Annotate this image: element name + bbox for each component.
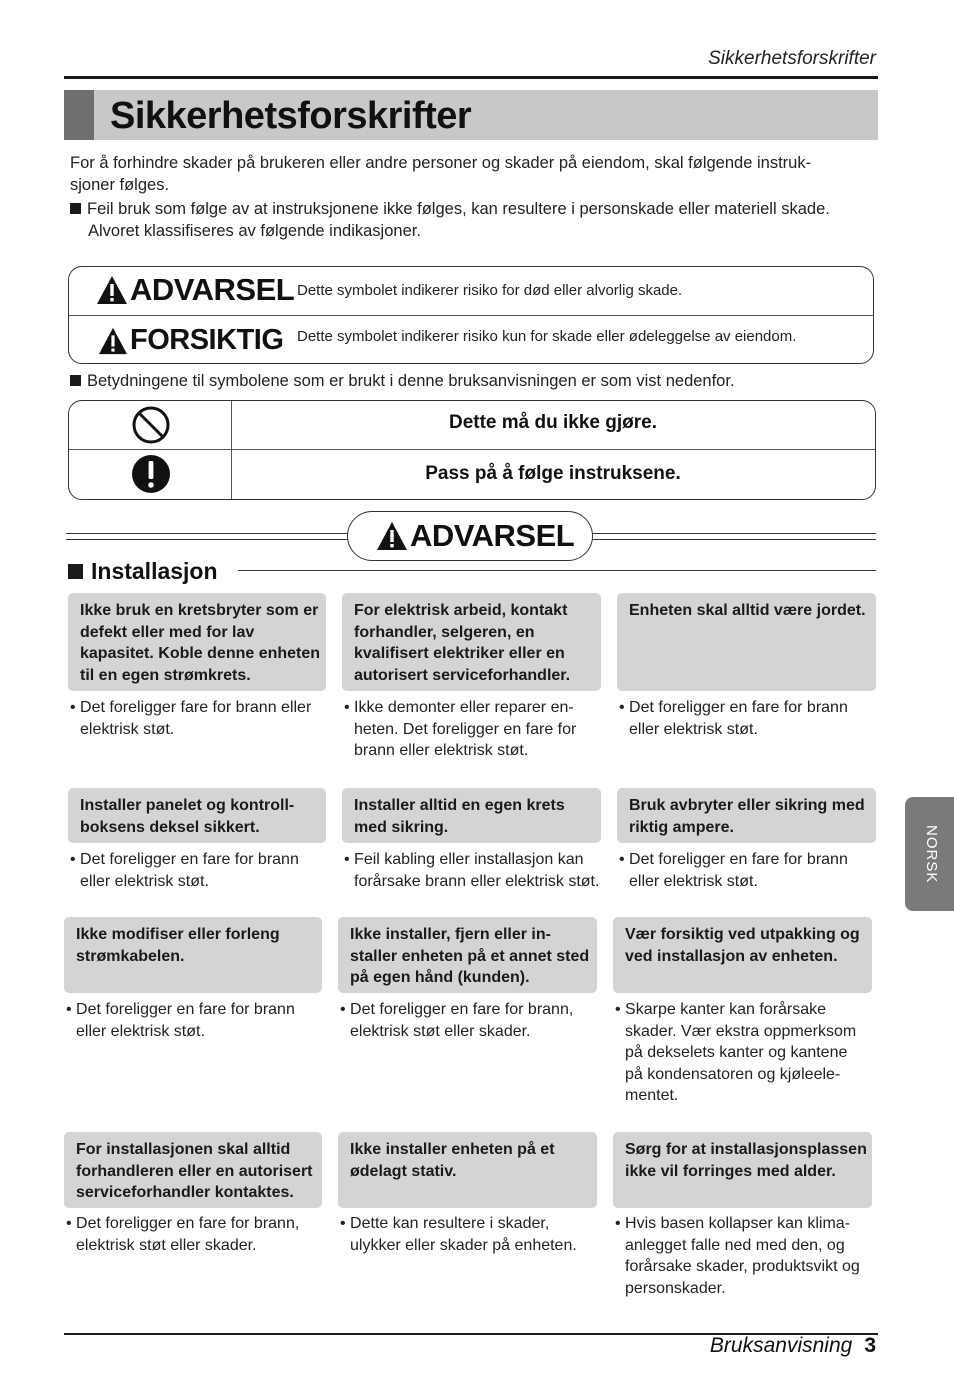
- bullet-line: på kondensatoren og kjøleele-: [625, 1065, 841, 1083]
- bullet-line: • Det foreligger en fare for brann,: [340, 1001, 574, 1018]
- warning-card-heading: [613, 1132, 872, 1208]
- warning-card-bullet: [70, 849, 330, 892]
- warning-card-bullet: [66, 999, 326, 1042]
- bullet-line: • Feil kabling eller installasjon kan: [344, 851, 584, 868]
- bullet-line: • Ikke demonter eller reparer en-: [344, 699, 574, 716]
- card-heading-line: kapasitet. Koble denne enheten: [80, 645, 321, 663]
- bullet-line: • Hvis basen kollapser kan klima-: [615, 1215, 851, 1232]
- card-heading-line: For installasjonen skal alltid: [76, 1141, 291, 1158]
- page-title: Sikkerhetsforskrifter: [110, 95, 472, 137]
- bullet-line: personskader.: [625, 1279, 726, 1297]
- warning-banner-label: ADVARSEL: [410, 518, 575, 553]
- card-heading-line: For elektrisk arbeid, kontakt: [354, 602, 568, 619]
- language-tab-label: NORSK: [923, 824, 940, 884]
- footer-label: Bruksanvisning: [709, 1334, 853, 1357]
- bullet-line: eller elektrisk støt.: [76, 1022, 205, 1040]
- banner-rule-left-bottom: [66, 539, 348, 540]
- symbols-note: [70, 370, 870, 392]
- advarsel-label: ADVARSEL: [130, 272, 295, 307]
- bullet-line: på dekselets kanter og kantene: [625, 1044, 848, 1062]
- exclamation-icon: [131, 454, 171, 494]
- warning-card-heading: [617, 788, 876, 843]
- language-side-tab: [905, 797, 954, 911]
- bullet-line: eller elektrisk støt.: [80, 872, 209, 890]
- card-heading-line: forhandleren eller en autorisert: [76, 1162, 313, 1180]
- card-heading-line: forhandler, selgeren, en: [354, 623, 535, 641]
- bullet-line: eller elektrisk støt.: [629, 872, 758, 890]
- warning-card-bullet: [340, 999, 601, 1042]
- card-heading-line: Ikke installer, fjern eller in-: [350, 926, 551, 943]
- warning-card-heading: [342, 788, 601, 843]
- warning-triangle-icon: [96, 275, 128, 305]
- page-number: 3: [864, 1334, 876, 1357]
- card-heading-line: riktig ampere.: [629, 818, 734, 836]
- card-heading-line: serviceforhandler kontaktes.: [76, 1184, 294, 1202]
- card-heading-line: strømkabelen.: [76, 947, 185, 965]
- warning-card-bullet: [619, 697, 880, 740]
- card-heading-line: Sørg for at installasjonsplassen: [625, 1141, 867, 1158]
- card-heading-line: Ikke installer enheten på et: [350, 1141, 555, 1158]
- symbol-label-follow: Pass på å følge instruksene.: [425, 463, 681, 484]
- card-heading-line: Installer panelet og kontroll-: [80, 797, 295, 814]
- severity-note-line-1: Feil bruk som følge av at instruksjonene ikke følges, kan resultere i personskade eller materiell skade.: [87, 200, 830, 218]
- bullet-line: forårsake skader, produktsvikt og: [625, 1258, 860, 1276]
- bullet-line: forårsake brann eller elektrisk støt.: [354, 872, 600, 890]
- warning-card-bullet: [615, 999, 876, 1107]
- warning-card-heading: [338, 1132, 597, 1208]
- top-rule: [64, 76, 878, 79]
- card-heading-line: ødelagt stativ.: [350, 1162, 457, 1180]
- card-heading-line: Vær forsiktig ved utpakking og: [625, 926, 860, 943]
- card-heading-line: Ikke bruk en kretsbryter som er: [80, 602, 319, 619]
- running-header: Sikkerhetsforskrifter: [708, 48, 876, 69]
- card-heading-line: ved installasjon av enheten.: [625, 947, 838, 965]
- intro-text: [70, 152, 870, 196]
- warning-banner-content: [376, 518, 574, 554]
- bullet-line: skader. Vær ekstra oppmerksom: [625, 1022, 857, 1040]
- card-heading-line: Ikke modifiser eller forleng: [76, 926, 280, 943]
- section-heading: [68, 558, 218, 585]
- bullet-line: • Det foreligger en fare for brann,: [66, 1215, 300, 1232]
- warning-card-heading: [64, 917, 322, 993]
- warning-triangle-icon: [376, 521, 408, 551]
- warning-card-heading: [342, 593, 601, 691]
- card-heading-line: på egen hånd (kunden).: [350, 969, 530, 987]
- warning-card-heading: [338, 917, 597, 993]
- card-heading-line: boksens deksel sikkert.: [80, 818, 260, 836]
- severity-note-line-2: Alvoret klassifiseres av følgende indikasjoner.: [88, 222, 421, 240]
- card-heading-line: til en egen strømkrets.: [80, 666, 251, 684]
- bullet-line: heten. Det foreligger en fare for: [354, 720, 577, 738]
- prohibited-icon: [131, 405, 171, 445]
- bullet-line: • Det foreligger en fare for brann: [70, 851, 299, 868]
- warning-card-bullet: [615, 1213, 876, 1299]
- bullet-line: • Det foreligger en fare for brann: [66, 1001, 295, 1018]
- bullet-line: • Skarpe kanter kan forårsake: [615, 1001, 827, 1018]
- warning-card-heading: [617, 593, 876, 691]
- bullet-line: mentet.: [625, 1087, 679, 1105]
- card-heading-line: Enheten skal alltid være jordet.: [629, 602, 866, 619]
- banner-rule-left-top: [66, 533, 348, 534]
- bullet-line: brann eller elektrisk støt.: [354, 742, 529, 760]
- forsiktig-description: Dette symbolet indikerer risiko kun for skade eller ødeleggelse av eiendom.: [297, 328, 797, 345]
- bullet-line: • Det foreligger en fare for brann: [619, 851, 848, 868]
- footer: [600, 1334, 876, 1358]
- card-heading-line: med sikring.: [354, 818, 449, 836]
- warning-card-heading: [68, 593, 326, 691]
- warning-card-heading: [613, 917, 872, 993]
- bullet-line: anlegget falle ned med den, og: [625, 1236, 845, 1254]
- banner-rule-right-bottom: [592, 539, 876, 540]
- warning-card-heading: [68, 788, 326, 843]
- card-heading-line: Installer alltid en egen krets: [354, 797, 565, 814]
- square-bullet-icon: [70, 375, 81, 386]
- warning-card-bullet: [619, 849, 880, 892]
- bullet-line: • Det foreligger en fare for brann: [619, 699, 848, 716]
- card-heading-line: staller enheten på et annet sted: [350, 947, 590, 965]
- banner-rule-right-top: [592, 533, 876, 534]
- card-heading-line: defekt eller med for lav: [80, 623, 255, 641]
- symbols-note-text: Betydningene til symbolene som er brukt i denne bruksanvisningen er som vist nedenfor.: [87, 372, 735, 390]
- bullet-line: elektrisk støt eller skader.: [350, 1022, 531, 1040]
- title-accent: [64, 90, 94, 140]
- advarsel-description: Dette symbolet indikerer risiko for død eller alvorlig skade.: [297, 282, 683, 299]
- warning-card-bullet: [344, 849, 605, 892]
- bullet-line: elektrisk støt eller skader.: [76, 1236, 257, 1254]
- caution-triangle-icon: [98, 327, 128, 355]
- bullet-line: elektrisk støt.: [80, 720, 175, 738]
- card-heading-line: Bruk avbryter eller sikring med: [629, 797, 865, 814]
- bullet-line: eller elektrisk støt.: [629, 720, 758, 738]
- card-heading-line: autorisert serviceforhandler.: [354, 666, 571, 684]
- legend-divider: [69, 315, 874, 316]
- intro-line-2: sjoner følges.: [70, 176, 170, 194]
- intro-line-1: For å forhindre skader på brukeren eller andre personer og skader på eiendom, skal følgende instruk-: [70, 154, 812, 172]
- warning-card-bullet: [340, 1213, 601, 1256]
- advarsel-signal: [96, 272, 294, 308]
- warning-card-bullet: [66, 1213, 326, 1256]
- card-heading-line: ikke vil forringes med alder.: [625, 1162, 836, 1180]
- bullet-line: • Dette kan resultere i skader,: [340, 1215, 550, 1232]
- warning-card-heading: [64, 1132, 322, 1208]
- forsiktig-signal: [98, 324, 283, 357]
- bullet-line: ulykker eller skader på enheten.: [350, 1236, 577, 1254]
- section-title: Installasjon: [91, 558, 218, 584]
- severity-note: [70, 198, 870, 242]
- bullet-line: • Det foreligger fare for brann eller: [70, 699, 312, 716]
- warning-card-bullet: [344, 697, 605, 762]
- symbol-label-prohibited: Dette må du ikke gjøre.: [448, 412, 657, 433]
- card-heading-line: kvalifisert elektriker eller en: [354, 645, 565, 663]
- section-rule: [238, 570, 876, 571]
- square-bullet-icon: [70, 203, 81, 214]
- forsiktig-label: FORSIKTIG: [130, 324, 284, 356]
- warning-card-bullet: [70, 697, 330, 740]
- symbol-table-hline: [69, 449, 875, 450]
- square-bullet-icon: [68, 564, 83, 579]
